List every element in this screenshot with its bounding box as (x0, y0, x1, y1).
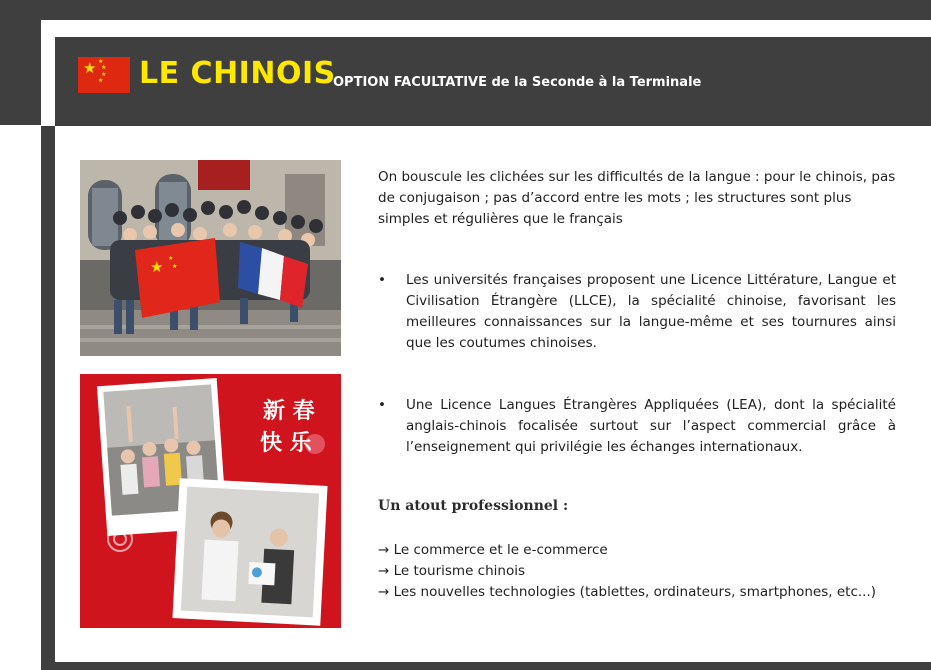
bullet-icon: • (378, 397, 386, 413)
svg-text:★: ★ (150, 258, 164, 276)
item-text: Le tourisme chinois (393, 563, 526, 579)
bullet-icon: • (378, 272, 386, 288)
frame-inner-left-bar (41, 126, 55, 670)
bullet-text: Une Licence Langues Étrangères Appliquées (LEA), dont la spécialité anglais-chinois focalisée surtout sur l’aspect commercial grâce à l’enseignement qui privilégie les échanges internationaux. (406, 397, 896, 455)
list-item (378, 582, 896, 603)
list-item (378, 395, 896, 458)
group-photo-image (80, 160, 341, 356)
arrow-right-icon: → (378, 584, 390, 600)
svg-text:★: ★ (168, 255, 174, 262)
list-item (378, 540, 896, 561)
greeting-line-2: 快 乐 (260, 431, 312, 456)
list-item (378, 270, 896, 354)
svg-text:★: ★ (172, 263, 178, 270)
greeting-line-1: 新 春 (263, 399, 315, 424)
chinese-new-year-card-icon (80, 374, 341, 628)
group-photo-with-flags-icon (80, 160, 341, 356)
list-item (378, 561, 896, 582)
page-title: LE CHINOIS (139, 56, 336, 91)
page-subtitle: OPTION FACULTATIVE de la Seconde à la Terminale (333, 75, 702, 90)
bullet-text: Les universités françaises proposent une Licence Littérature, Langue et Civilisation Étrangère (LLCE), la spécialité chinoise, favorisant les meilleures connaissances sur la langue-même et ses tournures ainsi que les coutumes chinoises. (406, 272, 896, 351)
frame-left-gap (0, 125, 41, 670)
item-text: Le commerce et le e-commerce (393, 542, 608, 558)
new-year-card-image (80, 374, 341, 628)
item-text: Les nouvelles technologies (tablettes, ordinateurs, smartphones, etc...) (393, 584, 877, 600)
frame-top-bar (0, 0, 931, 20)
section-heading: Un atout professionnel : (378, 498, 569, 514)
intro-paragraph: On bouscule les clichées sur les difficultés de la langue : pour le chinois, pas de conjugaison ; pas d’accord entre les mots ; les structures sont plus simples et régulières que le français (378, 169, 896, 227)
china-flag-icon: ★ ★ ★ ★ ★ (78, 57, 130, 93)
arrow-right-icon: → (378, 542, 390, 558)
arrow-right-icon: → (378, 563, 390, 579)
frame-bottom-bar (55, 662, 931, 670)
